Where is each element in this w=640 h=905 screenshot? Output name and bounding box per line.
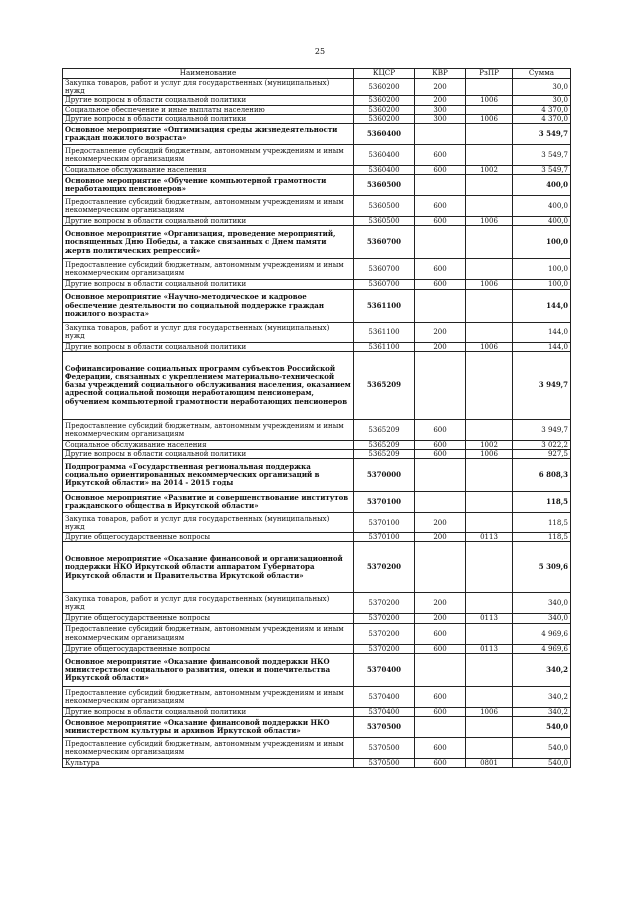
row-name: Закупка товаров, работ и услуг для государственных (муниципальных) нужд xyxy=(63,79,354,96)
table-row xyxy=(63,738,571,759)
row-kvr xyxy=(415,459,466,492)
row-name: Предоставление субсидий бюджетным, автономным учреждениям и иным некоммерческим организациям xyxy=(63,145,354,166)
row-kvr: 300 xyxy=(415,114,466,123)
row-rzpr xyxy=(466,419,513,440)
row-name: Другие вопросы в области социальной политики xyxy=(63,96,354,105)
row-rzpr: 0113 xyxy=(466,644,513,653)
row-rzpr xyxy=(466,226,513,259)
row-name: Основное мероприятие «Развитие и совершенствование институтов гражданского общества в Иркутской области» xyxy=(63,492,354,513)
row-kvr: 300 xyxy=(415,105,466,114)
row-sum: 340,0 xyxy=(513,614,571,623)
row-kvr: 600 xyxy=(415,450,466,459)
row-kcsr: 5360400 xyxy=(354,124,415,145)
row-sum: 5 309,6 xyxy=(513,542,571,593)
row-name: Основное мероприятие «Научно-методическое и кадровое обеспечение деятельности по социальной поддержке граждан пожилого возраста» xyxy=(63,289,354,322)
row-kcsr: 5370100 xyxy=(354,492,415,513)
row-rzpr xyxy=(466,289,513,322)
row-sum: 100,0 xyxy=(513,226,571,259)
row-kcsr: 5360200 xyxy=(354,96,415,105)
table-row xyxy=(63,124,571,145)
table-row xyxy=(63,217,571,226)
row-kvr: 200 xyxy=(415,79,466,96)
row-sum: 340,2 xyxy=(513,653,571,686)
table-row xyxy=(63,280,571,289)
table-row xyxy=(63,226,571,259)
table-row xyxy=(63,440,571,449)
row-kcsr: 5370200 xyxy=(354,593,415,614)
row-name: Социальное обеспечение и иные выплаты населению xyxy=(63,105,354,114)
table-row xyxy=(63,114,571,123)
row-kvr xyxy=(415,351,466,419)
table-row xyxy=(63,145,571,166)
row-name: Основное мероприятие «Обучение компьютерной грамотности неработающих пенсионеров» xyxy=(63,175,354,196)
row-sum: 540,0 xyxy=(513,717,571,738)
table-row xyxy=(63,759,571,768)
row-sum: 118,5 xyxy=(513,513,571,533)
row-kcsr: 5370200 xyxy=(354,614,415,623)
row-rzpr: 0113 xyxy=(466,533,513,542)
row-kvr: 600 xyxy=(415,280,466,289)
table-row xyxy=(63,175,571,196)
row-name: Предоставление субсидий бюджетным, автономным учреждениям и иным некоммерческим организациям xyxy=(63,196,354,217)
budget-table xyxy=(62,68,571,768)
row-sum: 3 022,2 xyxy=(513,440,571,449)
row-kvr: 600 xyxy=(415,686,466,707)
row-rzpr: 1006 xyxy=(466,450,513,459)
table-row xyxy=(63,614,571,623)
row-kcsr: 5370200 xyxy=(354,623,415,644)
row-name: Подпрограмма «Государственная региональная поддержка социально ориентированных некоммерческих организаций в Иркутской области» на 2014 - 2015 годы xyxy=(63,459,354,492)
row-rzpr: 1006 xyxy=(466,342,513,351)
row-kvr xyxy=(415,226,466,259)
row-kvr: 200 xyxy=(415,322,466,342)
row-rzpr xyxy=(466,686,513,707)
row-kvr xyxy=(415,175,466,196)
row-kvr xyxy=(415,492,466,513)
table-row xyxy=(63,623,571,644)
row-sum: 3 949,7 xyxy=(513,419,571,440)
row-rzpr: 1006 xyxy=(466,217,513,226)
row-kcsr: 5360700 xyxy=(354,280,415,289)
row-kvr xyxy=(415,717,466,738)
row-rzpr xyxy=(466,105,513,114)
row-kvr xyxy=(415,289,466,322)
row-kcsr: 5361100 xyxy=(354,322,415,342)
row-rzpr: 1006 xyxy=(466,114,513,123)
row-sum: 400,0 xyxy=(513,175,571,196)
row-rzpr xyxy=(466,351,513,419)
table-row xyxy=(63,707,571,716)
row-kcsr: 5370100 xyxy=(354,513,415,533)
table-row xyxy=(63,542,571,593)
row-rzpr xyxy=(466,542,513,593)
row-kvr xyxy=(415,124,466,145)
header-sum: Сумма xyxy=(513,69,571,79)
row-rzpr xyxy=(466,623,513,644)
row-name: Предоставление субсидий бюджетным, автономным учреждениям и иным некоммерческим организациям xyxy=(63,419,354,440)
row-name: Основное мероприятие «Организация, проведение мероприятий, посвященных Дню Победы, а также связанных с Днем памяти жертв политических репрессий» xyxy=(63,226,354,259)
row-name: Другие общегосударственные вопросы xyxy=(63,644,354,653)
row-name: Другие вопросы в области социальной политики xyxy=(63,450,354,459)
table-row xyxy=(63,593,571,614)
row-kvr: 200 xyxy=(415,614,466,623)
row-name: Другие общегосударственные вопросы xyxy=(63,614,354,623)
row-sum: 4 370,0 xyxy=(513,114,571,123)
row-kcsr: 5370500 xyxy=(354,759,415,768)
table-row xyxy=(63,105,571,114)
row-kvr: 200 xyxy=(415,513,466,533)
row-kcsr: 5360700 xyxy=(354,259,415,280)
header-kcsr: КЦСР xyxy=(354,69,415,79)
row-sum: 144,0 xyxy=(513,342,571,351)
row-sum: 927,5 xyxy=(513,450,571,459)
table-row xyxy=(63,322,571,342)
row-kcsr: 5370400 xyxy=(354,707,415,716)
row-name: Основное мероприятие «Оказание финансовой поддержки НКО министерством социального развития, опеки и попечительства Иркутской области» xyxy=(63,653,354,686)
row-kvr: 200 xyxy=(415,533,466,542)
row-name: Основное мероприятие «Оказание финансовой и организационной поддержки НКО Иркутской области аппаратом Губернатора Иркутской области и Правительства Иркутской области» xyxy=(63,542,354,593)
row-sum: 144,0 xyxy=(513,289,571,322)
row-kcsr: 5370400 xyxy=(354,653,415,686)
row-kvr: 600 xyxy=(415,259,466,280)
row-sum: 340,2 xyxy=(513,686,571,707)
row-name: Предоставление субсидий бюджетным, автономным учреждениям и иным некоммерческим организациям xyxy=(63,686,354,707)
row-rzpr: 0801 xyxy=(466,759,513,768)
row-kcsr: 5370200 xyxy=(354,542,415,593)
row-rzpr xyxy=(466,322,513,342)
row-kcsr: 5361100 xyxy=(354,289,415,322)
row-kcsr: 5360400 xyxy=(354,166,415,175)
row-sum: 100,0 xyxy=(513,280,571,289)
row-sum: 3 549,7 xyxy=(513,124,571,145)
row-name: Предоставление субсидий бюджетным, автономным учреждениям и иным некоммерческим организациям xyxy=(63,259,354,280)
row-rzpr: 1002 xyxy=(466,166,513,175)
row-sum: 100,0 xyxy=(513,259,571,280)
row-kcsr: 5360500 xyxy=(354,175,415,196)
row-kvr: 200 xyxy=(415,96,466,105)
row-sum: 340,0 xyxy=(513,593,571,614)
table-row xyxy=(63,96,571,105)
row-name: Закупка товаров, работ и услуг для государственных (муниципальных) нужд xyxy=(63,322,354,342)
table-row xyxy=(63,450,571,459)
row-sum: 3 549,7 xyxy=(513,145,571,166)
row-sum: 30,0 xyxy=(513,79,571,96)
row-kvr: 600 xyxy=(415,145,466,166)
row-sum: 400,0 xyxy=(513,217,571,226)
row-rzpr xyxy=(466,145,513,166)
row-kcsr: 5370100 xyxy=(354,533,415,542)
row-name: Софинансирование социальных программ субъектов Российской Федерации, связанных с укреплением материально-технической базы учреждений социального обслуживания населения, оказанием адресной социальной помощи неработающим пенсионерам, обучением компьютерной грамотности неработающих пенсионеров xyxy=(63,351,354,419)
table-row xyxy=(63,644,571,653)
row-name: Другие вопросы в области социальной политики xyxy=(63,342,354,351)
row-rzpr xyxy=(466,259,513,280)
row-rzpr: 1006 xyxy=(466,280,513,289)
row-sum: 118,5 xyxy=(513,533,571,542)
row-sum: 30,0 xyxy=(513,96,571,105)
table-row xyxy=(63,533,571,542)
row-kcsr: 5360200 xyxy=(354,114,415,123)
row-name: Закупка товаров, работ и услуг для государственных (муниципальных) нужд xyxy=(63,513,354,533)
header-rzpr: РзПР xyxy=(466,69,513,79)
table-row xyxy=(63,342,571,351)
row-kvr: 200 xyxy=(415,342,466,351)
row-rzpr xyxy=(466,459,513,492)
row-kcsr: 5365209 xyxy=(354,419,415,440)
row-kvr: 600 xyxy=(415,623,466,644)
row-kcsr: 5360200 xyxy=(354,79,415,96)
row-rzpr xyxy=(466,196,513,217)
table-row xyxy=(63,351,571,419)
row-kvr: 600 xyxy=(415,419,466,440)
row-name: Другие вопросы в области социальной политики xyxy=(63,217,354,226)
row-kvr: 600 xyxy=(415,440,466,449)
row-rzpr xyxy=(466,175,513,196)
row-rzpr: 1002 xyxy=(466,440,513,449)
row-kcsr: 5360700 xyxy=(354,226,415,259)
row-kvr xyxy=(415,542,466,593)
row-sum: 118,5 xyxy=(513,492,571,513)
row-sum: 540,0 xyxy=(513,738,571,759)
row-sum: 400,0 xyxy=(513,196,571,217)
table-row xyxy=(63,459,571,492)
row-name: Закупка товаров, работ и услуг для государственных (муниципальных) нужд xyxy=(63,593,354,614)
row-kcsr: 5370400 xyxy=(354,686,415,707)
row-kcsr: 5365209 xyxy=(354,440,415,449)
row-sum: 6 808,3 xyxy=(513,459,571,492)
row-name: Культура xyxy=(63,759,354,768)
row-sum: 4 969,6 xyxy=(513,644,571,653)
header-name: Наименование xyxy=(63,69,354,79)
row-sum: 540,0 xyxy=(513,759,571,768)
row-kvr: 600 xyxy=(415,644,466,653)
row-kcsr: 5361100 xyxy=(354,342,415,351)
row-rzpr: 1006 xyxy=(466,707,513,716)
row-rzpr: 1006 xyxy=(466,96,513,105)
row-name: Социальное обслуживание населения xyxy=(63,166,354,175)
table-row xyxy=(63,653,571,686)
row-kcsr: 5370200 xyxy=(354,644,415,653)
row-rzpr xyxy=(466,717,513,738)
row-kcsr: 5360200 xyxy=(354,105,415,114)
table-body xyxy=(63,79,571,768)
row-sum: 3 549,7 xyxy=(513,166,571,175)
row-sum: 144,0 xyxy=(513,322,571,342)
table-row xyxy=(63,513,571,533)
row-kcsr: 5370000 xyxy=(354,459,415,492)
row-name: Другие вопросы в области социальной политики xyxy=(63,114,354,123)
row-sum: 340,2 xyxy=(513,707,571,716)
table-header-row xyxy=(63,69,571,79)
row-kvr: 600 xyxy=(415,196,466,217)
row-kcsr: 5365209 xyxy=(354,351,415,419)
row-name: Предоставление субсидий бюджетным, автономным учреждениям и иным некоммерческим организациям xyxy=(63,738,354,759)
page-number: 25 xyxy=(314,47,326,56)
table-row xyxy=(63,419,571,440)
row-name: Основное мероприятие «Оказание финансовой поддержки НКО министерством культуры и архивов Иркутской области» xyxy=(63,717,354,738)
row-name: Другие общегосударственные вопросы xyxy=(63,533,354,542)
row-name: Основное мероприятие «Оптимизация среды жизнедеятельности граждан пожилого возраста» xyxy=(63,124,354,145)
row-rzpr xyxy=(466,513,513,533)
row-kcsr: 5370500 xyxy=(354,717,415,738)
row-rzpr xyxy=(466,653,513,686)
row-kvr xyxy=(415,653,466,686)
row-kvr: 600 xyxy=(415,166,466,175)
table-row xyxy=(63,196,571,217)
row-kvr: 200 xyxy=(415,593,466,614)
row-kcsr: 5365209 xyxy=(354,450,415,459)
row-name: Социальное обслуживание населения xyxy=(63,440,354,449)
row-kvr: 600 xyxy=(415,707,466,716)
row-rzpr xyxy=(466,124,513,145)
table-row xyxy=(63,79,571,96)
row-name: Другие вопросы в области социальной политики xyxy=(63,280,354,289)
row-rzpr xyxy=(466,593,513,614)
table-row xyxy=(63,289,571,322)
row-kcsr: 5360500 xyxy=(354,217,415,226)
table-row xyxy=(63,686,571,707)
row-rzpr xyxy=(466,738,513,759)
row-sum: 4 370,0 xyxy=(513,105,571,114)
row-kvr: 600 xyxy=(415,217,466,226)
table-row xyxy=(63,259,571,280)
row-kcsr: 5360500 xyxy=(354,196,415,217)
row-rzpr xyxy=(466,492,513,513)
table-row xyxy=(63,166,571,175)
table-row xyxy=(63,492,571,513)
row-sum: 4 969,6 xyxy=(513,623,571,644)
row-kcsr: 5370500 xyxy=(354,738,415,759)
row-sum: 3 949,7 xyxy=(513,351,571,419)
row-kvr: 600 xyxy=(415,759,466,768)
row-name: Другие вопросы в области социальной политики xyxy=(63,707,354,716)
table-row xyxy=(63,717,571,738)
row-rzpr xyxy=(466,79,513,96)
header-kvr: КВР xyxy=(415,69,466,79)
row-name: Предоставление субсидий бюджетным, автономным учреждениям и иным некоммерческим организациям xyxy=(63,623,354,644)
row-kvr: 600 xyxy=(415,738,466,759)
row-kcsr: 5360400 xyxy=(354,145,415,166)
row-rzpr: 0113 xyxy=(466,614,513,623)
